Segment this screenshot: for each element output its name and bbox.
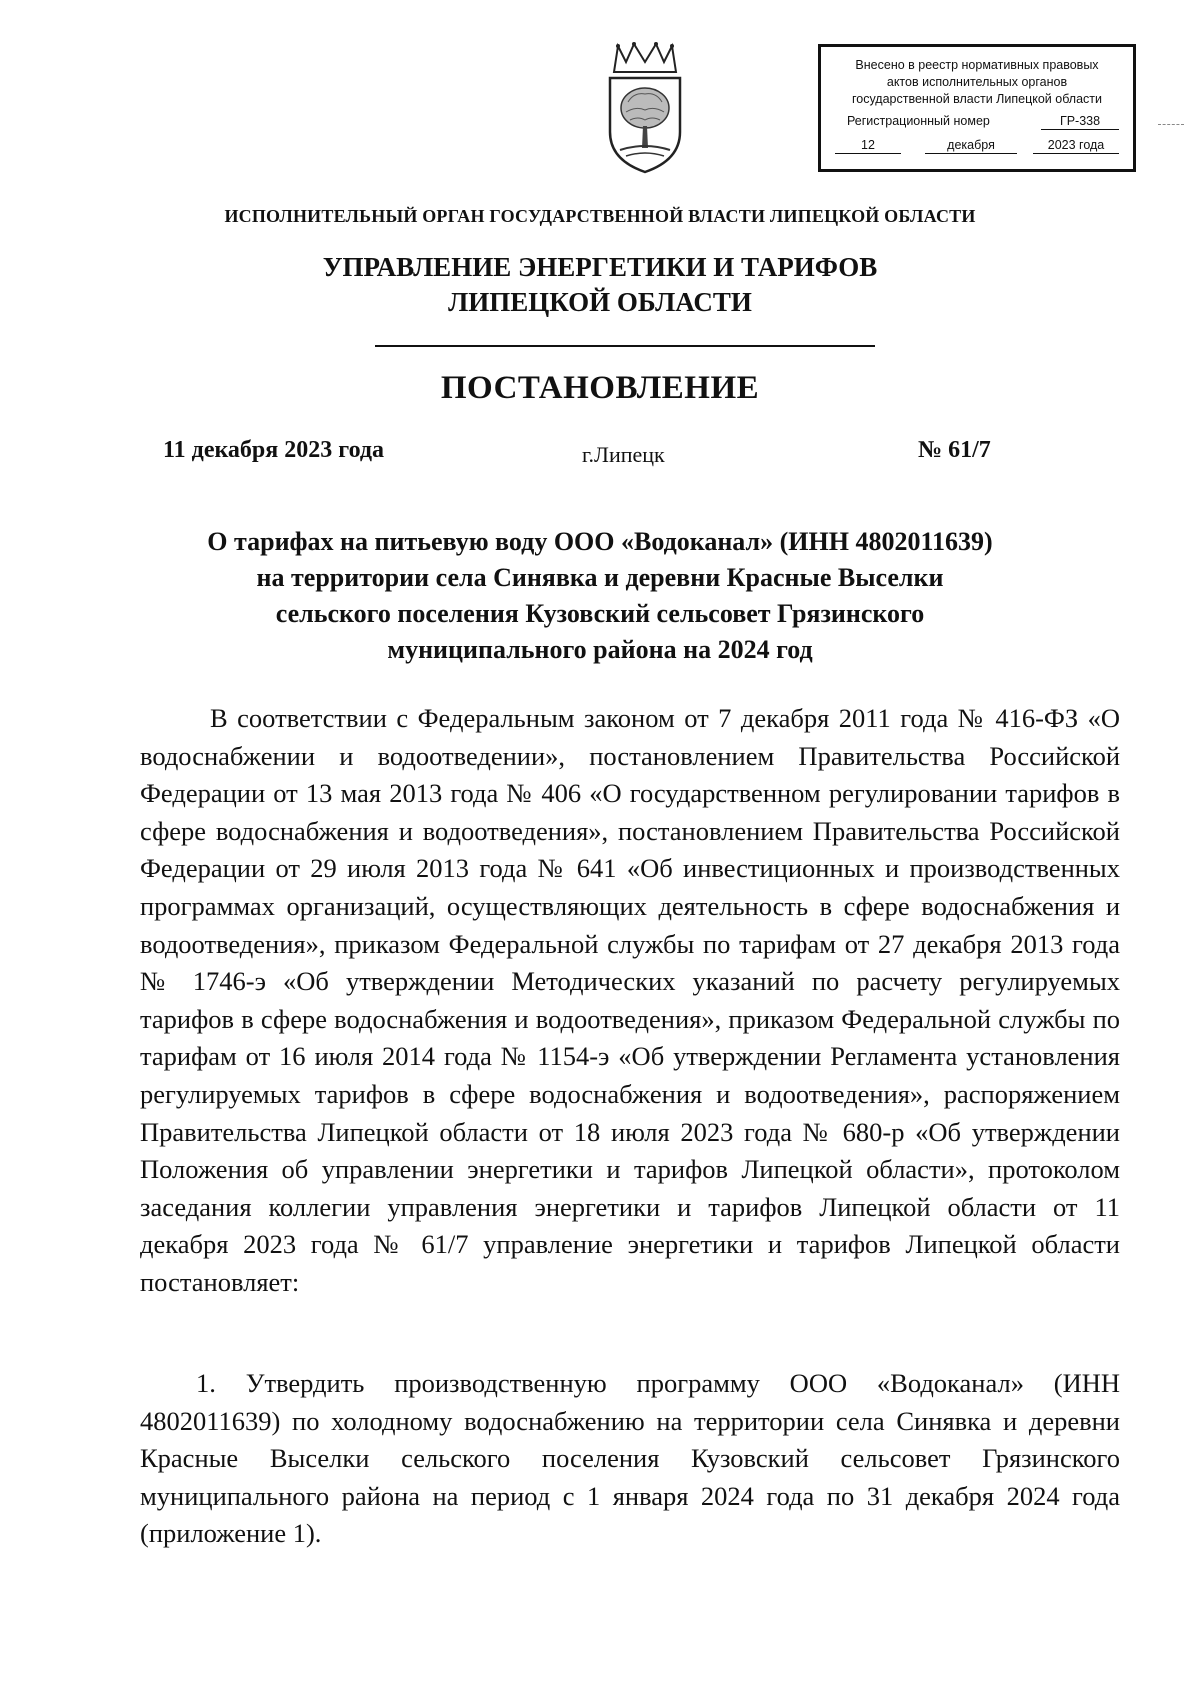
registration-stamp-line: актов исполнительных органов [886,75,1068,89]
document-title-line: сельского поселения Кузовский сельсовет Грязинского [275,599,925,628]
document-type: ПОСТАНОВЛЕНИЕ [440,370,760,406]
registration-month: декабря [925,137,1017,154]
registration-stamp-line: Внесено в реестр нормативных правовых [855,58,1099,72]
registration-number-label: Регистрационный номер [847,114,990,128]
document-title-line: О тарифах на питьевую воду ООО «Водоканал» (ИНН 4802011639) [207,527,993,556]
department-name-line: ЛИПЕЦКОЙ ОБЛАСТИ [448,287,752,317]
registration-day: 12 [835,137,901,154]
header-divider [375,345,875,347]
document-date: 11 декабря 2023 года [163,437,385,463]
document-city: г.Липецк [582,442,665,467]
registration-year: 2023 года [1033,137,1119,154]
item-1-paragraph: 1. Утвердить производственную программу ООО «Водоканал» (ИНН 4802011639) по холодному водоснабжению на территории села Синявка и деревни Красные Выселки сельского поселения Кузовский сельсовет Грязинского муниципального района на период с 1 января 2024 года по 31 декабря 2024 года (приложение 1). [140,1368,1120,1549]
department-name-line: УПРАВЛЕНИЕ ЭНЕРГЕТИКИ И ТАРИФОВ [322,252,878,282]
lipetsk-coat-of-arms-icon [604,42,686,178]
document-title [140,524,1060,668]
registration-stamp [818,44,1136,172]
organization-name: ИСПОЛНИТЕЛЬНЫЙ ОРГАН ГОСУДАРСТВЕННОЙ ВЛАСТИ ЛИПЕЦКОЙ ОБЛАСТИ [224,206,976,226]
margin-mark [1158,124,1184,125]
document-title-line: на территории села Синявка и деревни Красные Выселки [256,563,944,592]
registration-stamp-line: государственной власти Липецкой области [851,92,1103,106]
preamble-paragraph: В соответствии с Федеральным законом от 7 декабря 2011 года № 416-ФЗ «О водоснабжении и водоотведении», постановлением Правительства Российской Федерации от 13 мая 2013 года № 406 «О государственном регулировании тарифов в сфере водоснабжения и водоотведения», постановлением Правительства Российской Федерации от 29 июля 2013 года № 641 «Об инвестиционных и производственных программах организаций, осуществляющих деятельность в сфере водоснабжения и водоотведения», приказом Федеральной службы по тарифам от 27 декабря 2013 года № 1746-э «Об утверждении Методических указаний по расчету регулируемых тарифов в сфере водоснабжения и водоотведения», приказом Федеральной службы по тарифам от 16 июля 2014 года № 1154-э «Об утверждении Регламента установления регулируемых тарифов в сфере водоснабжения и водоотведения», распоряжением Правительства Липецкой области от 18 июля 2023 года № 680-р «Об утверждении Положения об управлении энергетики и тарифов Липецкой области», протоколом заседания коллегии управления энергетики и тарифов Липецкой области от 11 декабря 2023 года № 61/7 управление энергетики и тарифов Липецкой области постановляет: [140,703,1120,1297]
registration-number: ГР-338 [1041,113,1119,130]
document-title-line: муниципального района на 2024 год [387,635,813,664]
document-number: № 61/7 [918,437,991,463]
department-name [0,250,1200,320]
